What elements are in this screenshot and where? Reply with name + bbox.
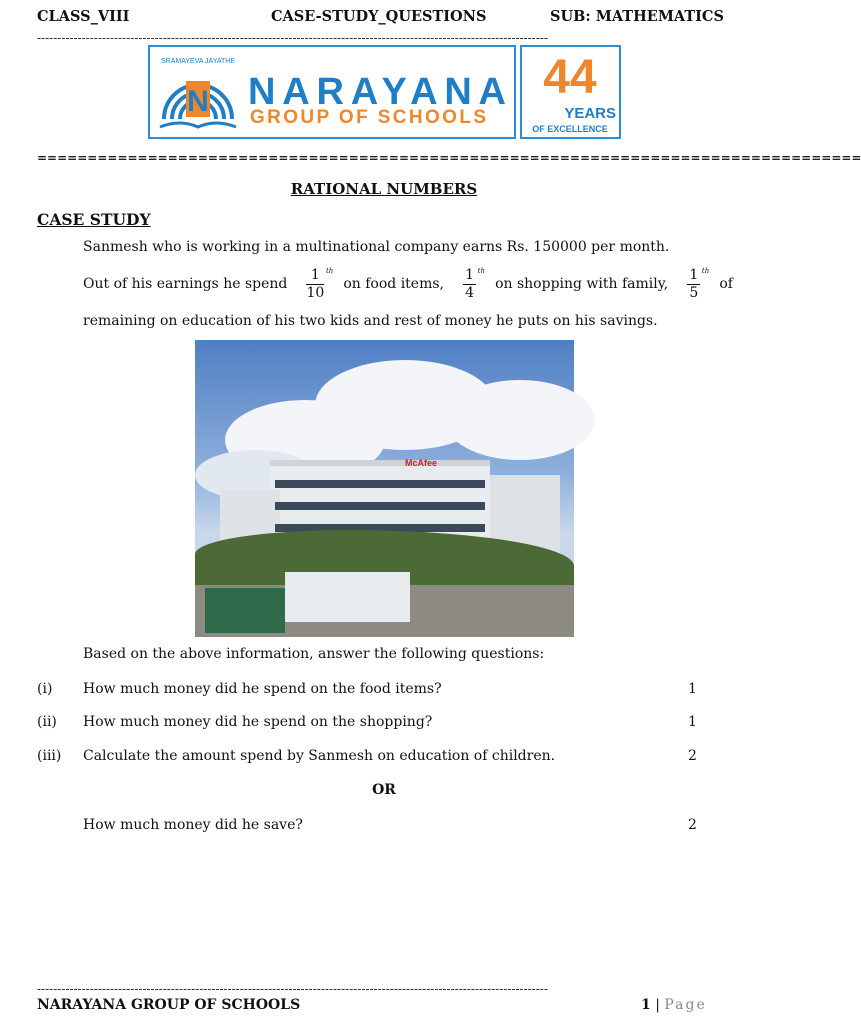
svg-text:OF EXCELLENCE: OF EXCELLENCE	[532, 124, 608, 134]
double-divider: ==================================================================================	[37, 151, 861, 165]
fraction-shopping: 1 4 th	[465, 266, 485, 301]
para-text: on food items,	[343, 276, 444, 292]
question-text: How much money did he spend on the food items?	[83, 681, 442, 697]
svg-text:SRAMAYEVA JAYATHE: SRAMAYEVA JAYATHE	[160, 58, 236, 65]
question-text: Calculate the amount spend by Sanmesh on education of children.	[83, 748, 556, 764]
para-text: of	[719, 276, 733, 292]
para-line-1: Sanmesh who is working in a multinational company earns Rs. 150000 per month.	[83, 239, 670, 255]
question-marks: 1	[688, 681, 697, 697]
subject-label: SUB: MATHEMATICS	[550, 8, 724, 25]
class-label: CLASS_VIII	[37, 8, 130, 25]
questions-intro: Based on the above information, answer the following questions:	[83, 646, 545, 662]
fraction-education: 1 5 th	[689, 266, 710, 301]
question-number: (iii)	[37, 748, 62, 764]
section-heading: CASE STUDY	[37, 210, 151, 229]
doc-type: CASE-STUDY_QUESTIONS	[271, 8, 487, 25]
anniversary-logo	[520, 45, 621, 139]
question-number: (i)	[37, 681, 53, 697]
or-label: OR	[372, 782, 396, 798]
svg-text:YEARS: YEARS	[564, 105, 616, 122]
narayana-logo	[148, 45, 516, 139]
footer-school: NARAYANA GROUP OF SCHOOLS	[37, 997, 301, 1013]
para-text: on shopping with family,	[495, 276, 669, 292]
question-text: How much money did he save?	[83, 817, 303, 833]
svg-text:NARAYANA: NARAYANA	[248, 71, 506, 113]
question-marks: 1	[688, 714, 697, 730]
svg-text:GROUP OF SCHOOLS: GROUP OF SCHOOLS	[250, 107, 486, 128]
document-title: RATIONAL NUMBERS	[290, 180, 478, 198]
svg-text:44: 44	[543, 51, 597, 104]
para-line-3: remaining on education of his two kids and rest of money he puts on his savings.	[83, 313, 658, 329]
office-building-photo: McAfee	[195, 340, 574, 637]
footer-divider: ------------------------------------------------------------------------------------------------------------------------------	[37, 982, 548, 996]
dashed-divider: ------------------------------------------------------------------------------------------------------------------------------	[37, 31, 548, 45]
fraction-food: 1 10 th	[306, 266, 334, 301]
page-number: 1 | Page	[641, 997, 707, 1013]
para-text: Out of his earnings he spend	[83, 276, 288, 292]
case-paragraph	[83, 229, 733, 339]
question-number: (ii)	[37, 714, 57, 730]
question-marks: 2	[688, 817, 697, 833]
svg-text:N: N	[187, 85, 209, 118]
question-text: How much money did he spend on the shopping?	[83, 714, 433, 730]
question-marks: 2	[688, 748, 697, 764]
